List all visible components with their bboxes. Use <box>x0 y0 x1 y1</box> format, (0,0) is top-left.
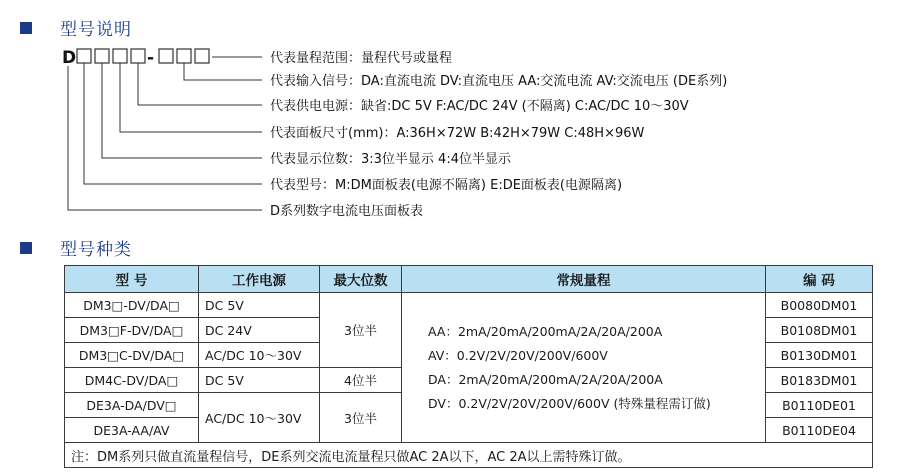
cell-power: AC/DC 10～30V <box>199 343 320 368</box>
cell-model: DM4C-DV/DA□ <box>65 368 199 393</box>
range-line-dv: DV：0.2V/2V/20V/200V/600V (特殊量程需订做) <box>428 395 711 411</box>
header-power: 工作电源 <box>199 266 320 293</box>
legend-series: D系列数字电流电压面板表 <box>270 204 424 219</box>
legend-power: 代表供电电源：缺省:DC 5V F:AC/DC 24V (不隔离) C:AC/DC 10～30V <box>270 99 689 114</box>
table-row <box>65 293 873 318</box>
section-heading-model-types <box>20 235 132 260</box>
cell-digits: 3位半 <box>320 393 402 443</box>
range-line-aa: AA：2mA/20mA/200mA/2A/20A/200A <box>428 323 663 339</box>
cell-power: DC 5V <box>199 368 320 393</box>
range-line-da: DA：2mA/20mA/200mA/2A/20A/200A <box>428 371 663 387</box>
header-digits: 最大位数 <box>320 266 402 293</box>
code-box-model-type <box>77 49 91 63</box>
code-prefix: D <box>62 48 77 68</box>
cell-code: B0110DE01 <box>766 393 873 418</box>
range-line-av: AV：0.2V/2V/20V/200V/600V <box>428 347 608 363</box>
section-bullet-icon <box>20 242 32 254</box>
leader-line-model-type <box>84 63 262 184</box>
cell-code: B0080DM01 <box>766 293 873 318</box>
code-box-range <box>195 49 209 63</box>
leader-line-series <box>68 66 262 210</box>
cell-model: DM3□C-DV/DA□ <box>65 343 199 368</box>
cell-model: DE3A-DA/DV□ <box>65 393 199 418</box>
cell-power: DC 5V <box>199 293 320 318</box>
table-note: 注：DM系列只做直流量程信号，DE系列交流电流量程只做AC 2A以下，AC 2A以上需特殊订做。 <box>65 443 873 468</box>
cell-model: DE3A-AA/AV <box>65 418 199 443</box>
model-table <box>64 265 873 468</box>
code-box-signal-1 <box>159 49 173 63</box>
legend-panel-size: 代表面板尺寸(mm)：A:36H×72W B:42H×79W C:48H×96W <box>270 126 645 141</box>
leader-line-digits <box>102 63 262 158</box>
cell-code: B0130DM01 <box>766 343 873 368</box>
header-model: 型 号 <box>65 266 199 293</box>
cell-model: DM3□-DV/DA□ <box>65 293 199 318</box>
cell-digits: 4位半 <box>320 368 402 393</box>
code-box-power <box>131 49 145 63</box>
section-title: 型号种类 <box>60 240 132 260</box>
section-title: 型号说明 <box>60 20 132 40</box>
code-box-digits <box>95 49 109 63</box>
cell-code: B0183DM01 <box>766 368 873 393</box>
cell-code: B0108DM01 <box>766 318 873 343</box>
header-range: 常规量程 <box>402 266 766 293</box>
legend-range: 代表量程范围：量程代号或量程 <box>270 51 453 66</box>
cell-power: AC/DC 10～30V <box>199 393 320 443</box>
table-note-row <box>65 443 873 468</box>
code-dash: - <box>147 48 155 68</box>
legend-model-type: 代表型号：M:DM面板表(电源不隔离) E:DE面板表(电源隔离) <box>270 178 623 193</box>
leader-line-panel-size <box>120 63 262 132</box>
legend-digits: 代表显示位数：3:3位半显示 4:4位半显示 <box>270 152 511 167</box>
code-box-signal-2 <box>177 49 191 63</box>
leader-line-signal <box>184 63 262 80</box>
table-header-row <box>65 266 873 293</box>
cell-code: B0110DE04 <box>766 418 873 443</box>
leader-line-power <box>138 63 262 105</box>
cell-model: DM3□F-DV/DA□ <box>65 318 199 343</box>
cell-power: DC 24V <box>199 318 320 343</box>
legend-signal: 代表输入信号：DA:直流电流 DV:直流电压 AA:交流电流 AV:交流电压 (DE系列) <box>270 74 728 89</box>
cell-ranges <box>402 293 766 443</box>
header-code: 编 码 <box>766 266 873 293</box>
code-box-panel-size <box>113 49 127 63</box>
cell-digits: 3位半 <box>320 293 402 368</box>
